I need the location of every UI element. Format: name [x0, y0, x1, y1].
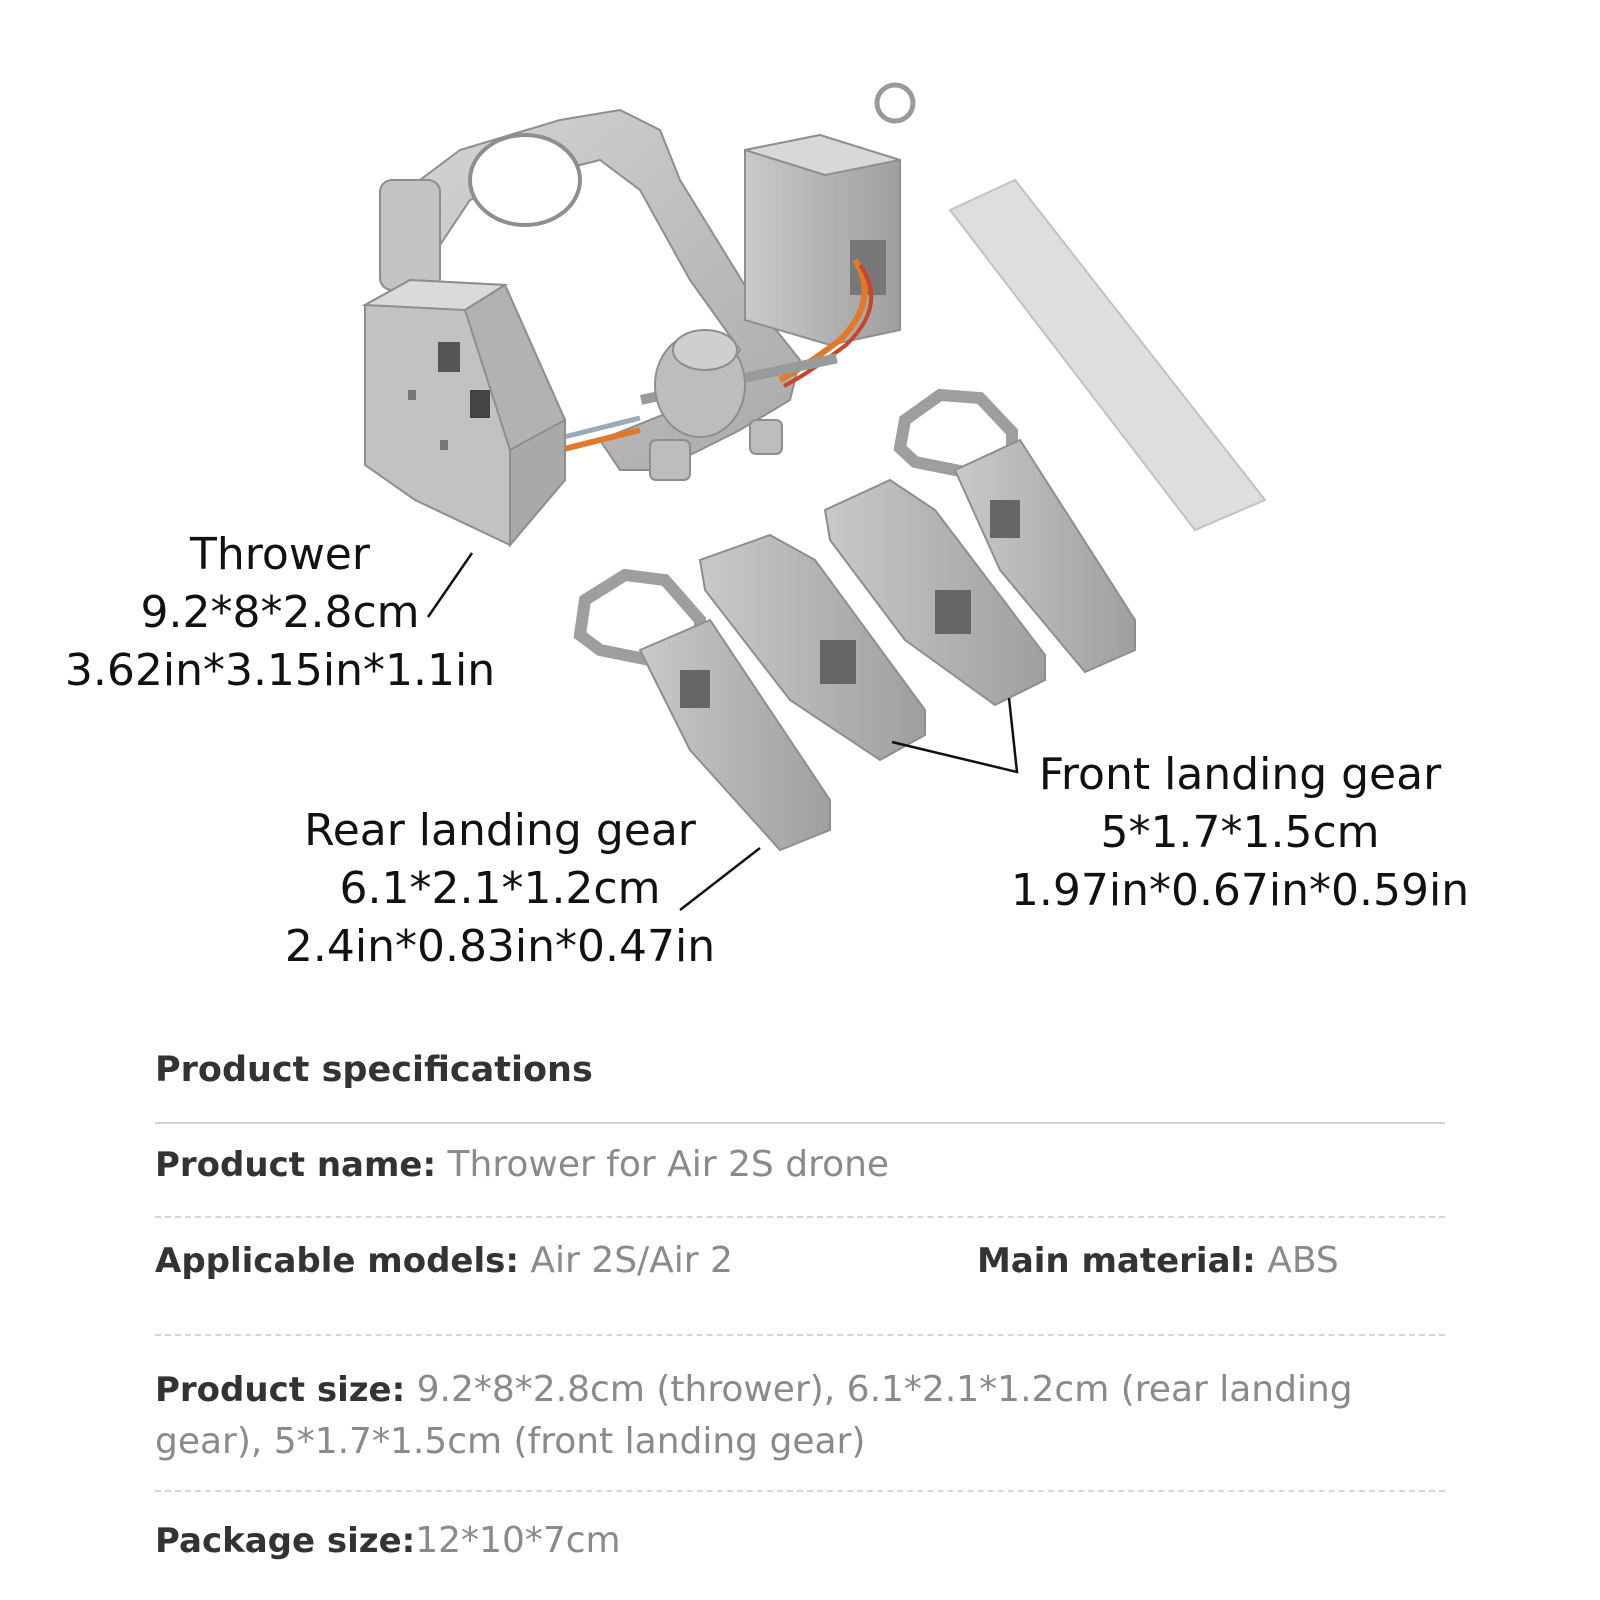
- spec-title: Product specifications: [155, 1050, 593, 1090]
- front-landing-gear-size-cm: 5*1.7*1.5cm: [1100, 807, 1380, 858]
- front-landing-gear-name: Front landing gear: [1038, 749, 1442, 800]
- product-name-value: Thrower for Air 2S drone: [447, 1144, 890, 1185]
- thrower-size-in: 3.62in*3.15in*1.1in: [64, 645, 496, 696]
- applicable-models-value: Air 2S/Air 2: [530, 1240, 733, 1281]
- thrower-size-cm: 9.2*8*2.8cm: [140, 587, 420, 638]
- main-material-label: Main material:: [977, 1241, 1256, 1281]
- rear-landing-gear-name: Rear landing gear: [304, 805, 696, 856]
- main-material: [977, 1240, 1339, 1281]
- rear-landing-gear-size-cm: 6.1*2.1*1.2cm: [339, 863, 661, 914]
- key-ring-part: [877, 85, 913, 121]
- thrower-part: [365, 110, 900, 545]
- rear-landing-gear-callout: [260, 802, 740, 976]
- applicable-models-label: Applicable models:: [155, 1241, 519, 1281]
- rear-landing-gear-size-in: 2.4in*0.83in*0.47in: [284, 921, 716, 972]
- spec-row-models-material: [155, 1218, 1445, 1334]
- package-size-value: 12*10*7cm: [415, 1520, 621, 1561]
- spec-row-product-size: [155, 1336, 1445, 1490]
- front-landing-gear-size-in: 1.97in*0.67in*0.59in: [1010, 865, 1470, 916]
- product-size-label: Product size:: [155, 1370, 406, 1410]
- spec-row-product-name: [155, 1124, 1445, 1216]
- thrower-name: Thrower: [190, 529, 370, 580]
- main-material-value: ABS: [1267, 1240, 1339, 1281]
- product-specifications: [155, 1040, 1445, 1582]
- product-size-value: 9.2*8*2.8cm (thrower), 6.1*2.1*1.2cm (rear landing gear), 5*1.7*1.5cm (front landing gear): [155, 1369, 1353, 1462]
- front-landing-gear-callout: [985, 746, 1495, 920]
- product-name-label: Product name:: [155, 1145, 437, 1185]
- spec-row-package-size: [155, 1492, 1445, 1582]
- thrower-callout: [40, 526, 520, 700]
- package-size-label: Package size:: [155, 1521, 416, 1561]
